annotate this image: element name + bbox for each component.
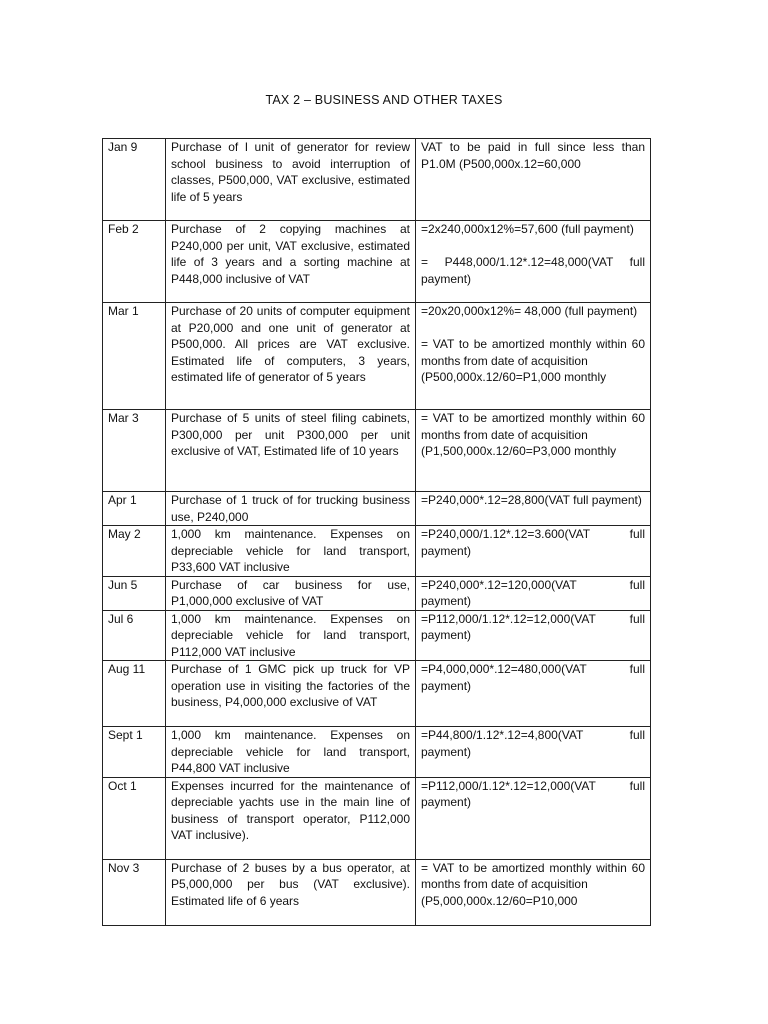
vat-treatment-cell — [416, 576, 651, 610]
vat-treatment-cell — [416, 777, 651, 859]
vat-treatment-line: =20x20,000x12%= 48,000 (full payment) — [421, 304, 638, 318]
date-cell: Nov 3 — [103, 859, 166, 925]
vat-treatment-cell — [416, 492, 651, 526]
table-row — [103, 221, 651, 303]
description-cell: Purchase of car business for use, P1,000,000 exclusive of VAT — [166, 576, 416, 610]
description-cell: Purchase of 20 units of computer equipment at P20,000 and one unit of generator at P500,000. All prices are VAT exclusive. Estimated life of computers, 3 years, estimated life of generator of 5 years — [166, 303, 416, 410]
vat-treatment-line: =P240,000/1.12*.12=3.600(VAT full payment) — [421, 527, 649, 558]
description-cell: Purchase of 2 copying machines at P240,000 per unit, VAT exclusive, estimated life of 3 years and a sorting machine at P448,000 inclusive of VAT — [166, 221, 416, 303]
date-cell: Feb 2 — [103, 221, 166, 303]
table-row — [103, 610, 651, 661]
vat-treatment-cell — [416, 661, 651, 727]
date-cell: Jul 6 — [103, 610, 166, 661]
table-row — [103, 526, 651, 577]
vat-treatment-line: =P240,000*.12=28,800(VAT full payment) — [421, 493, 642, 507]
date-cell: May 2 — [103, 526, 166, 577]
vat-treatment-line — [421, 238, 645, 255]
vat-treatment-line: =P112,000/1.12*.12=12,000(VAT full payment) — [421, 778, 649, 809]
table-row — [103, 859, 651, 925]
vat-treatment-line: = VAT to be amortized monthly within 60 months from date of acquisition — [421, 860, 649, 891]
date-cell: Oct 1 — [103, 777, 166, 859]
table-row — [103, 777, 651, 859]
vat-treatment-line: VAT to be paid in full since less than P1.0M (P500,000x.12=60,000 — [421, 140, 649, 171]
description-cell: Expenses incurred for the maintenance of depreciable yachts use in the main line of business of transport operator, P112,000 VAT inclusive). — [166, 777, 416, 859]
date-cell: Jun 5 — [103, 576, 166, 610]
table-body — [103, 139, 651, 926]
vat-treatment-line: =P4,000,000*.12=480,000(VAT full payment) — [421, 662, 649, 693]
date-cell: Mar 1 — [103, 303, 166, 410]
description-cell: Purchase of 2 buses by a bus operator, at P5,000,000 per bus (VAT exclusive). Estimated life of 6 years — [166, 859, 416, 925]
table-row — [103, 727, 651, 778]
vat-treatment-line: (P1,500,000x.12/60=P3,000 monthly — [421, 444, 617, 458]
date-cell: Mar 3 — [103, 410, 166, 492]
description-cell: Purchase of 1 truck of for trucking business use, P240,000 — [166, 492, 416, 526]
vat-treatment-line: (P500,000x.12/60=P1,000 monthly — [421, 370, 607, 384]
description-cell: 1,000 km maintenance. Expenses on depreciable vehicle for land transport, P44,800 VAT inclusive — [166, 727, 416, 778]
vat-treatment-cell — [416, 859, 651, 925]
vat-treatment-cell — [416, 526, 651, 577]
date-cell: Apr 1 — [103, 492, 166, 526]
vat-treatment-line — [421, 320, 645, 337]
table-row — [103, 410, 651, 492]
vat-treatment-cell — [416, 221, 651, 303]
description-cell: Purchase of 1 GMC pick up truck for VP operation use in visiting the factories of the business, P4,000,000 exclusive of VAT — [166, 661, 416, 727]
table-row — [103, 492, 651, 526]
page-title: TAX 2 – BUSINESS AND OTHER TAXES — [265, 93, 503, 107]
vat-treatment-line: = VAT to be amortized monthly within 60 months from date of acquisition — [421, 411, 649, 442]
date-cell: Jan 9 — [103, 139, 166, 221]
vat-treatment-line: = VAT to be amortized monthly within 60 months from date of acquisition — [421, 337, 649, 368]
vat-treatment-cell — [416, 139, 651, 221]
date-cell: Aug 11 — [103, 661, 166, 727]
table-row — [103, 576, 651, 610]
table-row — [103, 139, 651, 221]
description-cell: 1,000 km maintenance. Expenses on depreciable vehicle for land transport, P33,600 VAT inclusive — [166, 526, 416, 577]
vat-treatment-line: =P44,800/1.12*.12=4,800(VAT full payment) — [421, 728, 649, 759]
date-cell: Sept 1 — [103, 727, 166, 778]
vat-treatment-line: =P240,000*.12=120,000(VAT full payment) — [421, 577, 649, 608]
description-cell: 1,000 km maintenance. Expenses on depreciable vehicle for land transport, P112,000 VAT inclusive — [166, 610, 416, 661]
vat-treatment-line: =P112,000/1.12*.12=12,000(VAT full payment) — [421, 611, 649, 642]
vat-treatment-line: (P5,000,000x.12/60=P10,000 — [421, 893, 578, 908]
vat-treatment-cell — [416, 610, 651, 661]
table-row — [103, 661, 651, 727]
vat-treatment-line: = P448,000/1.12*.12=48,000(VAT full payment) — [421, 255, 649, 286]
table-row — [103, 303, 651, 410]
description-cell: Purchase of 5 units of steel filing cabinets, P300,000 per unit P300,000 per unit exclusive of VAT, Estimated life of 10 years — [166, 410, 416, 492]
tax-transactions-table — [102, 138, 651, 926]
description-cell: Purchase of I unit of generator for review school business to avoid interruption of classes, P500,000, VAT exclusive, estimated life of 5 years — [166, 139, 416, 221]
vat-treatment-cell — [416, 303, 651, 410]
vat-treatment-cell — [416, 410, 651, 492]
vat-treatment-line: =2x240,000x12%=57,600 (full payment) — [421, 222, 634, 236]
vat-treatment-cell — [416, 727, 651, 778]
